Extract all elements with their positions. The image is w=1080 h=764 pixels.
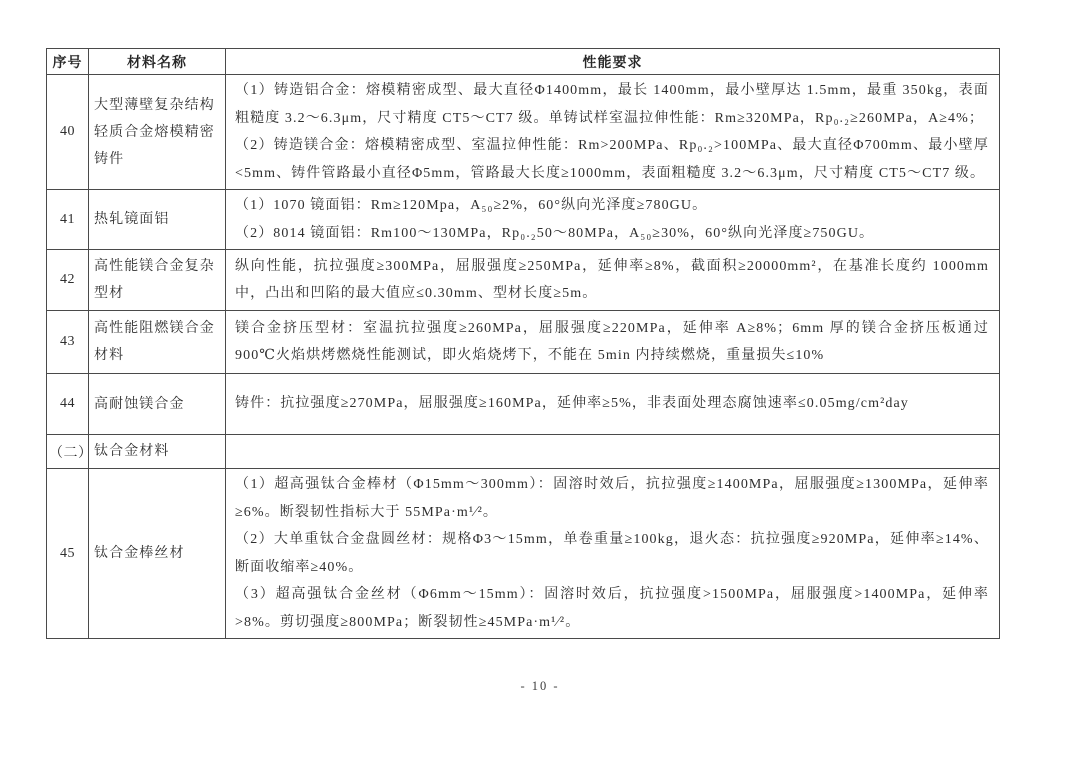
requirement-paragraph: （2）8014 镜面铝：Rm100～130MPa，Rp₀.₂50～80MPa，A₅₀≥30%，60°纵向光泽度≥750GU。: [235, 225, 875, 241]
requirement-paragraph: 铸件：抗拉强度≥270MPa，屈服强度≥160MPa，延伸率≥5%，非表面处理态腐蚀速率≤0.05mg/cm²day: [235, 396, 909, 412]
requirement-paragraph: （1）铸造铝合金：熔模精密成型、最大直径Φ1400mm，最长 1400mm，最小壁厚达 1.5mm，最重 350kg，表面粗糙度 3.2～6.3μm，尺寸精度 CT5～CT7 级。单铸试样室温拉伸性能：Rm≥320MPa，Rp₀.₂≥260MPa，A≥4%；: [235, 83, 989, 126]
row-number-cell: 44: [47, 374, 89, 435]
section-title-cell: 钛合金材料: [89, 435, 226, 469]
row-number-cell: 43: [47, 311, 89, 374]
requirement-paragraph: 纵向性能，抗拉强度≥300MPa，屈服强度≥250MPa，延伸率≥8%，截面积≥20000mm²，在基准长度约 1000mm 中，凸出和凹陷的最大值应≤0.30mm、型材长度≥5m。: [235, 258, 989, 301]
header-no: 序号: [47, 49, 89, 75]
material-name-cell: 高性能镁合金复杂型材: [89, 250, 226, 311]
header-material: 材料名称: [89, 49, 226, 75]
header-requirements: 性能要求: [226, 49, 1000, 75]
requirement-paragraph: （2）大单重钛合金盘圆丝材：规格Φ3～15mm，单卷重量≥100kg，退火态：抗拉强度≥920MPa，延伸率≥14%、断面收缩率≥40%。: [235, 532, 989, 575]
row-number-cell: 41: [47, 190, 89, 250]
requirements-cell: [226, 374, 1000, 435]
section-number-cell: （二）: [47, 435, 89, 469]
requirements-cell: [226, 190, 1000, 250]
row-number-cell: 42: [47, 250, 89, 311]
table-row: [47, 311, 1000, 374]
requirement-paragraph: （1）超高强钛合金棒材（Φ15mm～300mm）：固溶时效后，抗拉强度≥1400MPa，屈服强度≥1300MPa，延伸率≥6%。断裂韧性指标大于 55MPa·m¹⁄²。: [235, 477, 989, 520]
table-row: [47, 374, 1000, 435]
requirements-cell: [226, 469, 1000, 639]
materials-spec-table: [46, 48, 1000, 639]
material-name-cell: 大型薄壁复杂结构轻质合金熔模精密铸件: [89, 75, 226, 190]
requirements-cell: [226, 75, 1000, 190]
requirement-paragraph: （1）1070 镜面铝：Rm≥120Mpa，A₅₀≥2%，60°纵向光泽度≥780GU。: [235, 198, 708, 213]
page-number: - 10 -: [520, 679, 560, 693]
table-row: [47, 469, 1000, 639]
material-name-cell: 高耐蚀镁合金: [89, 374, 226, 435]
table-header-row: [47, 49, 1000, 75]
requirement-paragraph: （2）铸造镁合金：熔模精密成型、室温拉伸性能：Rm>200MPa、Rp₀.₂>100MPa、最大直径Φ700mm、最小壁厚<5mm、铸件管路最小直径Φ5mm，管路最大长度≥1000mm，表面粗糙度 3.2～6.3μm，尺寸精度 CT5～CT7 级。: [235, 138, 989, 181]
material-name-cell: 热轧镜面铝: [89, 190, 226, 250]
section-row: [47, 435, 1000, 469]
row-number-cell: 40: [47, 75, 89, 190]
requirements-cell: [226, 250, 1000, 311]
requirements-cell-empty: [226, 435, 1000, 469]
material-name-cell: 高性能阻燃镁合金材料: [89, 311, 226, 374]
row-number-cell: 45: [47, 469, 89, 639]
table-row: [47, 190, 1000, 250]
table-row: [47, 75, 1000, 190]
material-name-cell: 钛合金棒丝材: [89, 469, 226, 639]
requirement-paragraph: （3）超高强钛合金丝材（Φ6mm～15mm）：固溶时效后，抗拉强度>1500MPa，屈服强度>1400MPa，延伸率>8%。剪切强度≥800MPa；断裂韧性≥45MPa·m¹⁄²。: [235, 587, 989, 630]
requirement-paragraph: 镁合金挤压型材：室温抗拉强度≥260MPa，屈服强度≥220MPa，延伸率 A≥8%；6mm 厚的镁合金挤压板通过 900℃火焰烘烤燃烧性能测试，即火焰烧烤下，不能在 5min 内持续燃烧，重量损失≤10%: [235, 320, 989, 363]
table-row: [47, 250, 1000, 311]
requirements-cell: [226, 311, 1000, 374]
